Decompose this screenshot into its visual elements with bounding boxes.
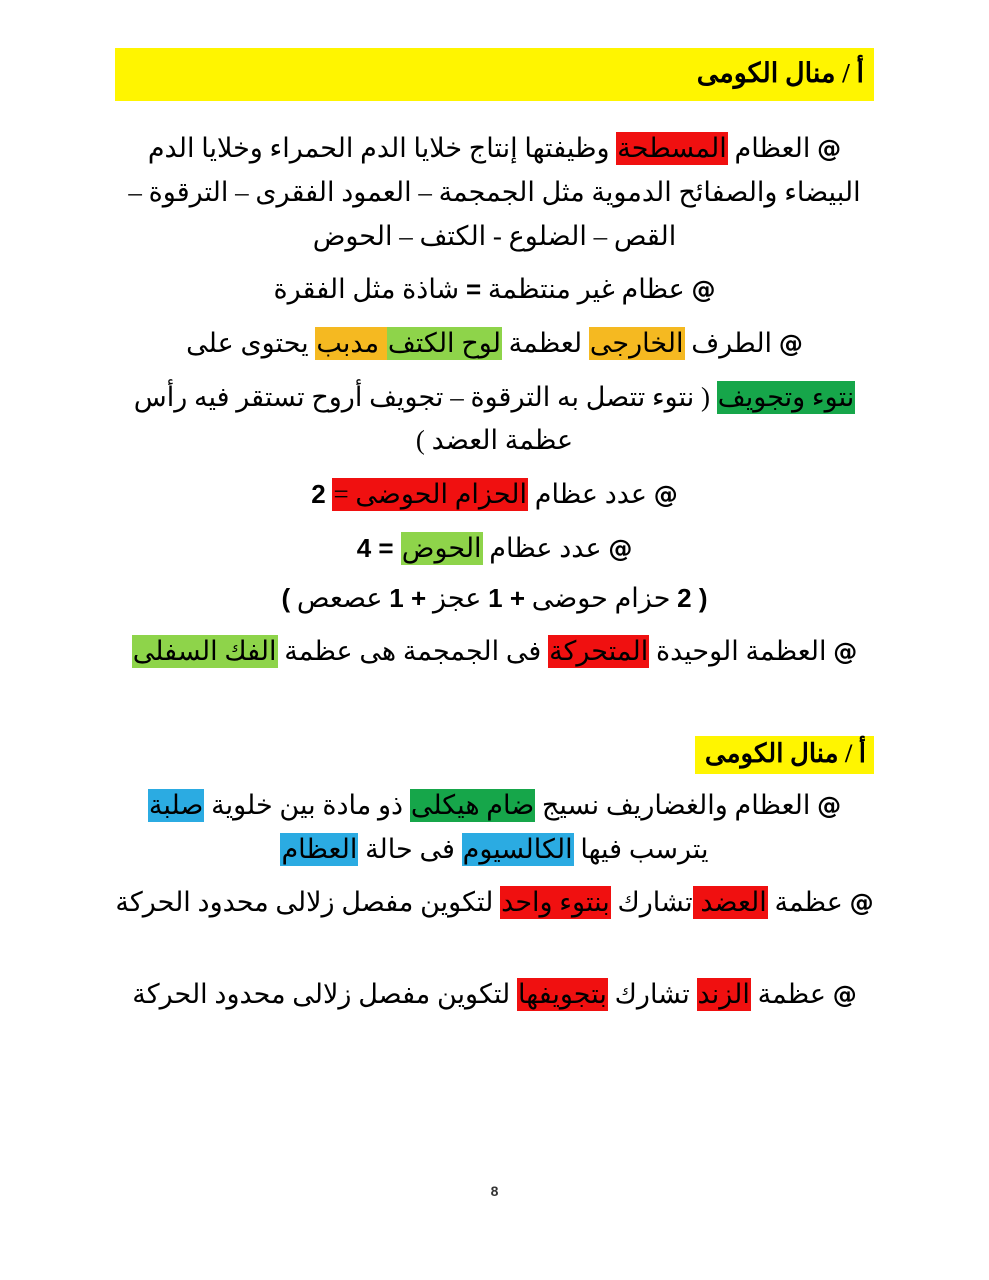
- bullet-at-icon: @: [833, 638, 858, 667]
- value-number: 4: [356, 532, 372, 563]
- spacer: [115, 101, 874, 127]
- bullet-at-icon: @: [691, 276, 716, 305]
- highlight-red: بنتوء واحد: [501, 887, 610, 918]
- paragraph-irregular-bones: [115, 268, 874, 312]
- section-spacer: [115, 674, 874, 736]
- highlight-red: الزند: [697, 979, 750, 1010]
- text-segment: تشارك: [610, 887, 693, 918]
- text-segment: ( نتوء تتصل به الترقوة – تجويف أروح تستقر فيه رأس عظمة العضد ): [133, 381, 717, 456]
- spacer: [115, 871, 874, 881]
- bullet-at-icon: @: [817, 792, 842, 821]
- text-segment: العظام والغضاريف نسيج: [535, 790, 811, 821]
- text-segment: تشارك: [607, 979, 697, 1010]
- paragraph-bone-cartilage-tissue: [115, 784, 874, 871]
- text-segment: عصعص: [290, 582, 390, 613]
- bullet-at-icon: @: [608, 534, 633, 563]
- paragraph-pelvic-girdle-count: [115, 473, 874, 517]
- spacer: [115, 925, 874, 973]
- text-segment: وظيفتها إنتاج خلايا الدم الحمراء وخلايا الدم البيضاء والصفائح الدموية مثل الجمجمة – العمود الفقرى – الترقوة – القص – الضلوع - الكتف – الحوض: [128, 133, 861, 251]
- section1-header-text: أ / منال الكومى: [696, 58, 864, 88]
- section2-header-text: أ / منال الكومى: [704, 739, 866, 769]
- text-segment: عظام غير منتظمة: [481, 274, 685, 305]
- highlight-red: الحزام الحوضى =: [333, 479, 527, 510]
- spacer: [115, 312, 874, 322]
- text-segment: شاذة مثل الفقرة: [273, 274, 466, 305]
- spacer: [115, 463, 874, 473]
- text-segment: لتكوين مفصل زلالى محدود الحركة: [132, 979, 518, 1010]
- bullet-at-icon: @: [653, 481, 678, 510]
- plus-sign: +: [403, 582, 427, 613]
- highlight-red: المسطحة: [617, 133, 727, 164]
- value-number: 1: [389, 582, 404, 613]
- spacer: [115, 620, 874, 630]
- highlight-red: بتجويفها: [518, 979, 607, 1010]
- plus-sign: +: [502, 582, 526, 613]
- highlight-cyan: الكالسيوم: [462, 833, 573, 864]
- highlight-green: الفك السفلى: [132, 636, 277, 667]
- spacer: [115, 774, 874, 784]
- highlight-orange: الخارجى: [589, 327, 684, 358]
- text-segment: يحتوى على: [186, 327, 316, 358]
- highlight-red: العضد: [693, 887, 767, 918]
- text-segment: العظمة الوحيدة: [649, 636, 827, 667]
- paragraph-scapula-edge: [115, 322, 874, 366]
- paragraph-movable-skull-bone: [115, 630, 874, 674]
- highlight-green: الحوض: [401, 532, 482, 563]
- bullet-at-icon: @: [817, 135, 842, 164]
- highlight-cyan: العظام: [281, 833, 358, 864]
- text-segment: الطرف: [684, 327, 773, 358]
- paragraph-ulna-joint: [115, 973, 874, 1017]
- spacer: [115, 517, 874, 527]
- paragraph-pelvis-count: [115, 527, 874, 571]
- highlight-green: لوح الكتف: [387, 327, 501, 358]
- section2-header-wrap: [115, 736, 874, 774]
- value-number: 2: [311, 479, 326, 510]
- text-segment: ذو مادة بين خلوية: [204, 790, 410, 821]
- text-segment: لتكوين مفصل زلالى محدود الحركة: [115, 887, 501, 918]
- bullet-at-icon: @: [778, 329, 803, 358]
- text-segment: يترسب فيها: [573, 833, 709, 864]
- highlight-cyan: صلبة: [148, 790, 204, 821]
- section1-header-banner: [115, 48, 874, 101]
- text-segment: العظام: [727, 133, 811, 164]
- bullet-at-icon: @: [849, 889, 874, 918]
- text-segment: عظمة: [767, 887, 843, 918]
- paragraph-pelvis-breakdown: [115, 577, 874, 621]
- value-number: 1: [488, 582, 503, 613]
- page-number: 8: [490, 1183, 499, 1199]
- bullet-at-icon: @: [832, 981, 857, 1010]
- paragraph-process-and-cavity: [115, 376, 874, 463]
- paren-open: (: [691, 582, 708, 613]
- equals-sign: =: [371, 532, 401, 563]
- paren-close: ): [281, 582, 291, 613]
- highlight-dark-green: نتوء وتجويف: [717, 381, 855, 412]
- spacer: [115, 366, 874, 376]
- equals-sign: =: [465, 274, 482, 305]
- page-content: [115, 48, 874, 1017]
- text-segment: عظمة: [750, 979, 826, 1010]
- value-number: 2: [677, 582, 692, 613]
- highlight-red: المتحركة: [549, 636, 649, 667]
- text-segment: عدد عظام: [482, 532, 602, 563]
- text-segment: لعظمة: [501, 327, 589, 358]
- text-segment: فى الجمجمة هى عظمة: [277, 636, 549, 667]
- text-segment: عجز: [426, 582, 489, 613]
- highlight-orange: مدبب: [316, 327, 386, 358]
- section2-header-banner: [695, 736, 874, 774]
- text-segment: فى حالة: [358, 833, 462, 864]
- paragraph-flat-bones: [115, 127, 874, 258]
- spacer: [115, 258, 874, 268]
- text-segment: حزام حوضى: [525, 582, 678, 613]
- highlight-dark-green: ضام هيكلى: [410, 790, 535, 821]
- text-segment: عدد عظام: [528, 479, 648, 510]
- paragraph-humerus-joint: [115, 881, 874, 925]
